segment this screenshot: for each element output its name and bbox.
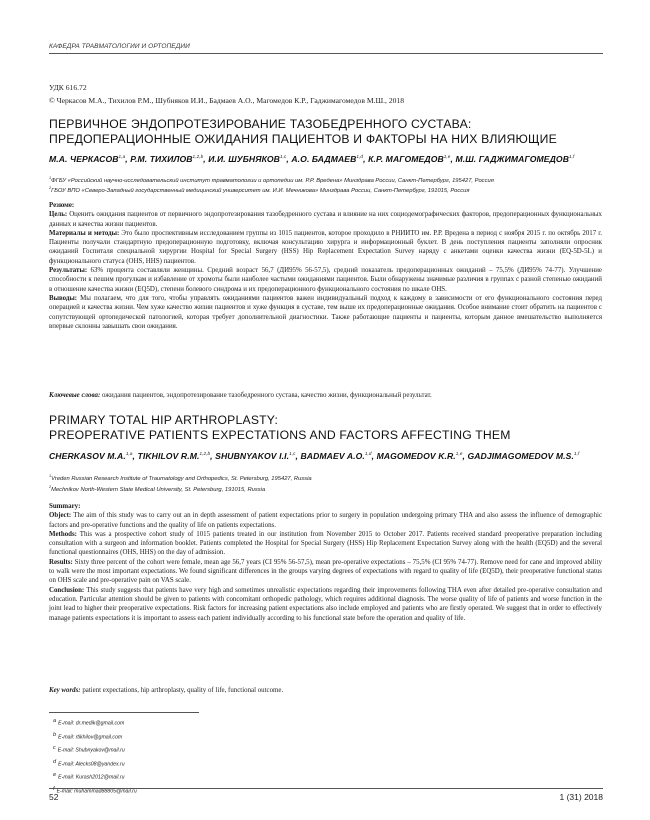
en-authors: CHERKASOV M.A.$^{1,a}$, TIKHILOV R.M.$^{1,2,b}$, SHUBNYAKOV I.I.$^{1,c}$, BADMAEV A.O.$^{1,d}$, MAGOMEDOV K.R.$^{1,e}$, GADJIMAGOMEDOV M.S.$^{1,f}$ bbox=[49, 451, 580, 461]
author-affiliation-mark: 1,a bbox=[125, 451, 133, 457]
header-divider bbox=[49, 53, 603, 54]
author-name: М.А. ЧЕРКАСОВ bbox=[49, 154, 119, 164]
en-title-line: PREOPERATIVE PATIENTS EXPECTATIONS AND FACTORS AFFECTING THEM bbox=[49, 427, 511, 442]
en-results: Results: Sixty three percent of the cohort were female, mean age 56,7 years (CI 95% 56-57,5), mean pre-operative expectations – 75,5% (CI 95% 74-77). Remove need for cane and improved ability to walk were the most important expectations. We found significant differences in the groups varying degrees of expectations with regard to quality of life (EQ5D), their preoperative functional status on OHS scale and pre-operative pain on VAS scale. bbox=[49, 558, 602, 585]
en-methods: Methods: This was a prospective cohort study of 1015 patients treated in our institution from November 2015 to October 2017. Patients received standard preoperative preparation including consultation with a surgeon and information booklet. Patients completed the Hospital for Special Surgery (HSS) Hip Replacement Expectation Survey along with the health (EQ5D) and the several functional questionnaires (OHS, HHS) on the day of admission. bbox=[49, 530, 602, 557]
author-name: И.И. ШУБНЯКОВ bbox=[208, 154, 280, 164]
email-item: $^e$ E-mail: Kurash2012@mail.ru bbox=[53, 772, 125, 781]
author-affiliation-mark: 1,e bbox=[455, 451, 463, 457]
ru-affiliation-1: $^1$ФГБУ «Российский научно-исследовательский институт травматологии и ортопедии им. Р.Р. Вредена» Минздрава России, Санкт-Петербург, 195427, Россия bbox=[49, 176, 494, 184]
email-item: $^d$ E-mail: Alecks08@yandex.ru bbox=[53, 758, 125, 768]
ru-title-line: ПЕРВИЧНОЕ ЭНДОПРОТЕЗИРОВАНИЕ ТАЗОБЕДРЕННОГО СУСТАВА: bbox=[49, 117, 472, 131]
ru-purpose: Цель: Оценить ожидания пациентов от первичного эндопротезирования тазобедренного сустава и влияние на них социодемографических факторов, предоперационных функциональных данных и качества жизни пациентов. bbox=[49, 211, 602, 228]
en-summary-heading: Summary: bbox=[49, 503, 81, 510]
copyright-line: © Черкасов М.А., Тихилов Р.М., Шубняков И.И., Бадмаев А.О., Магомедов К.Р., Гаджимагомедов М.Ш., 2018 bbox=[49, 96, 405, 105]
author-name: А.О. БАДМАЕВ bbox=[291, 154, 357, 164]
author-name: GADJIMAGOMEDOV M.S. bbox=[467, 451, 574, 461]
author-affiliation-mark: 1,2,b bbox=[199, 451, 211, 457]
author-affiliation-mark: 1,d bbox=[364, 451, 372, 457]
en-title-line: PRIMARY TOTAL HIP ARTHROPLASTY: bbox=[49, 413, 279, 427]
author-affiliation-mark: 1,d bbox=[356, 154, 364, 160]
author-name: MAGOMEDOV K.R. bbox=[376, 451, 456, 461]
author-affiliation-mark: 1,2,b bbox=[192, 154, 204, 160]
en-title bbox=[49, 413, 609, 442]
author-name: М.Ш. ГАДЖИМАГОМЕДОВ bbox=[455, 154, 570, 164]
author-name: CHERKASOV M.A. bbox=[49, 451, 126, 461]
ru-keywords: Ключевые слова: ожидания пациентов, эндопротезирование тазобедренного сустава, качество жизни, функциональный результат. bbox=[49, 392, 432, 399]
author-affiliation-mark: 1,e bbox=[443, 154, 451, 160]
author-affiliation-mark: 1,a bbox=[118, 154, 126, 160]
email-item: $^b$ E-mail: rtikhilov@gmail.com bbox=[53, 731, 123, 741]
en-conclusion: Conclusion: This study suggests that patients have very high and sometimes unrealistic expectations regarding their improvements following THA even after detailed pre-operative consultation and education. Particular attention should be given to patients with concomitant orthopedic pathology, which requires additional diagnosis. The worse quality of life of patients and worse function in the joint lead to higher their preoperative expectations. Risk factors for increasing patient expectations also include employed and patients who are firstly operated. We suggest that in order to effectively manage patients expectations it is important to assess each patient individually according to his functional state before the operation and quality of life. bbox=[49, 586, 602, 622]
author-name: SHUBNYAKOV I.I. bbox=[215, 451, 290, 461]
author-affiliation-mark: 1,c bbox=[289, 451, 296, 457]
en-keywords: Key words: patient expectations, hip arthroplasty, quality of life, functional outcome. bbox=[49, 687, 284, 694]
author-emails bbox=[53, 716, 137, 797]
en-affiliation-2: $^2$Mechnikov North-Western State Medical University, St. Petersburg, 191015, Russia bbox=[49, 485, 266, 493]
en-abstract bbox=[49, 502, 602, 623]
ru-affiliation-2: $^2$ГБОУ ВПО «Северо-Западный государственный медицинский университет им. И.И. Мечникова» Минздрава России, Санкт-Петербург, 191015, Россия bbox=[49, 186, 470, 194]
author-affiliation-mark: 1,c bbox=[279, 154, 287, 160]
en-object: Object: The aim of this study was to carry out an in depth assessment of patient expectations prior to surgery in population undergoing primary THA and also assess the influence of demographic factors and pre-operative functions and the quality of life on patients expectations. bbox=[49, 512, 602, 529]
page-number: 52 bbox=[49, 792, 59, 802]
ru-title bbox=[49, 117, 609, 146]
author-name: К.Р. МАГОМЕДОВ bbox=[368, 154, 444, 164]
ru-conclusions: Выводы: Мы полагаем, что для того, чтобы управлять ожиданиями пациентов важен индивидуальный подход к каждому в зависимости от его функционального состояния перед операцией и качества жизни. Чем хуже качество жизни пациентов и хуже функция в суставе, тем выше их предоперационные ожидания. Особое внимание стоит обратить на пациентов с сопутствующей ортопедической патологией, которая требует дополнительной диагностики. Также работающие пациенты и пациенты, которым данное вмешательство выполняется впервые склонны завышать свои ожидания. bbox=[49, 294, 602, 330]
author-name: BADMAEV A.O. bbox=[300, 451, 365, 461]
ru-title-line: ПРЕДОПЕРАЦИОННЫЕ ОЖИДАНИЯ ПАЦИЕНТОВ И ФАКТОРЫ НА НИХ ВЛИЯЮЩИЕ bbox=[49, 131, 557, 146]
author-affiliation-mark: 1,f bbox=[569, 154, 575, 160]
author-name: Р.М. ТИХИЛОВ bbox=[130, 154, 193, 164]
email-item: $^a$ E-mail: dr.medik@gmail.com bbox=[53, 718, 125, 727]
email-item: $^c$ E-mail: Shubnyakov@mail.ru bbox=[53, 745, 125, 754]
footnote-divider bbox=[49, 712, 199, 713]
ru-abstract bbox=[49, 201, 602, 331]
ru-methods: Материалы и методы: Это было проспективным исследованием группы из 1015 пациентов, которое проходило в РНИИТО им. Р.Р. Вредена в период с ноября 2015 г. по октябрь 2017 г. Пациенты получали стандартную предоперационную подготовку, включая консультацию хирурга и информационный буклет. В день поступления пациенты заполняли опросник ожиданий Госпиталя специальной хирургии Hospital for Special Surgery (HSS) Hip Replacement Expectation Survey наряду с анкетами оценки качества жизни (EQ-5D-5L) и функционального статуса (OHS, HHS) пациентов. bbox=[49, 229, 602, 265]
running-header: КАФЕДРА ТРАВМАТОЛОГИИ И ОРТОПЕДИИ bbox=[49, 43, 190, 50]
author-name: TIKHILOV R.M. bbox=[137, 451, 200, 461]
ru-authors: М.А. ЧЕРКАСОВ$^{1,a}$, Р.М. ТИХИЛОВ$^{1,2,b}$, И.И. ШУБНЯКОВ$^{1,c}$, А.О. БАДМАЕВ$^{1,d}$, К.Р. МАГОМЕДОВ$^{1,e}$, М.Ш. ГАДЖИМАГОМЕДОВ$^{1,f}$ bbox=[49, 154, 575, 164]
en-affiliation-1: $^1$Vreden Russian Research Institute of Traumatology and Orthopedics, St. Petersburg, 195427, Russia bbox=[49, 474, 312, 482]
ru-results: Результаты: 63% процента составляли женщины. Средний возраст 56,7 (ДИ95% 56-57,5), средний показатель предоперационных ожиданий – 75,5% (ДИ95% 74-77). Улучшение способности к пешим прогулкам и избавление от хромоты были наиболее частыми ожиданиями пациентов. Были обнаружены значимые различия в группах с разной степенью ожиданий в отношение качества жизни (EQ5D), степени болевого синдрома и их предоперационного функционального состояния по шкале OHS. bbox=[49, 267, 602, 293]
footer-divider bbox=[49, 788, 603, 789]
udk-code: УДК 616.72 bbox=[49, 83, 87, 92]
email-item: $^f$ E-mail: muhammad88805@mail.ru bbox=[53, 785, 137, 795]
issue-label: 1 (31) 2018 bbox=[559, 792, 603, 802]
ru-summary-heading: Резюме: bbox=[49, 202, 75, 209]
author-affiliation-mark: 1,f bbox=[573, 451, 580, 457]
